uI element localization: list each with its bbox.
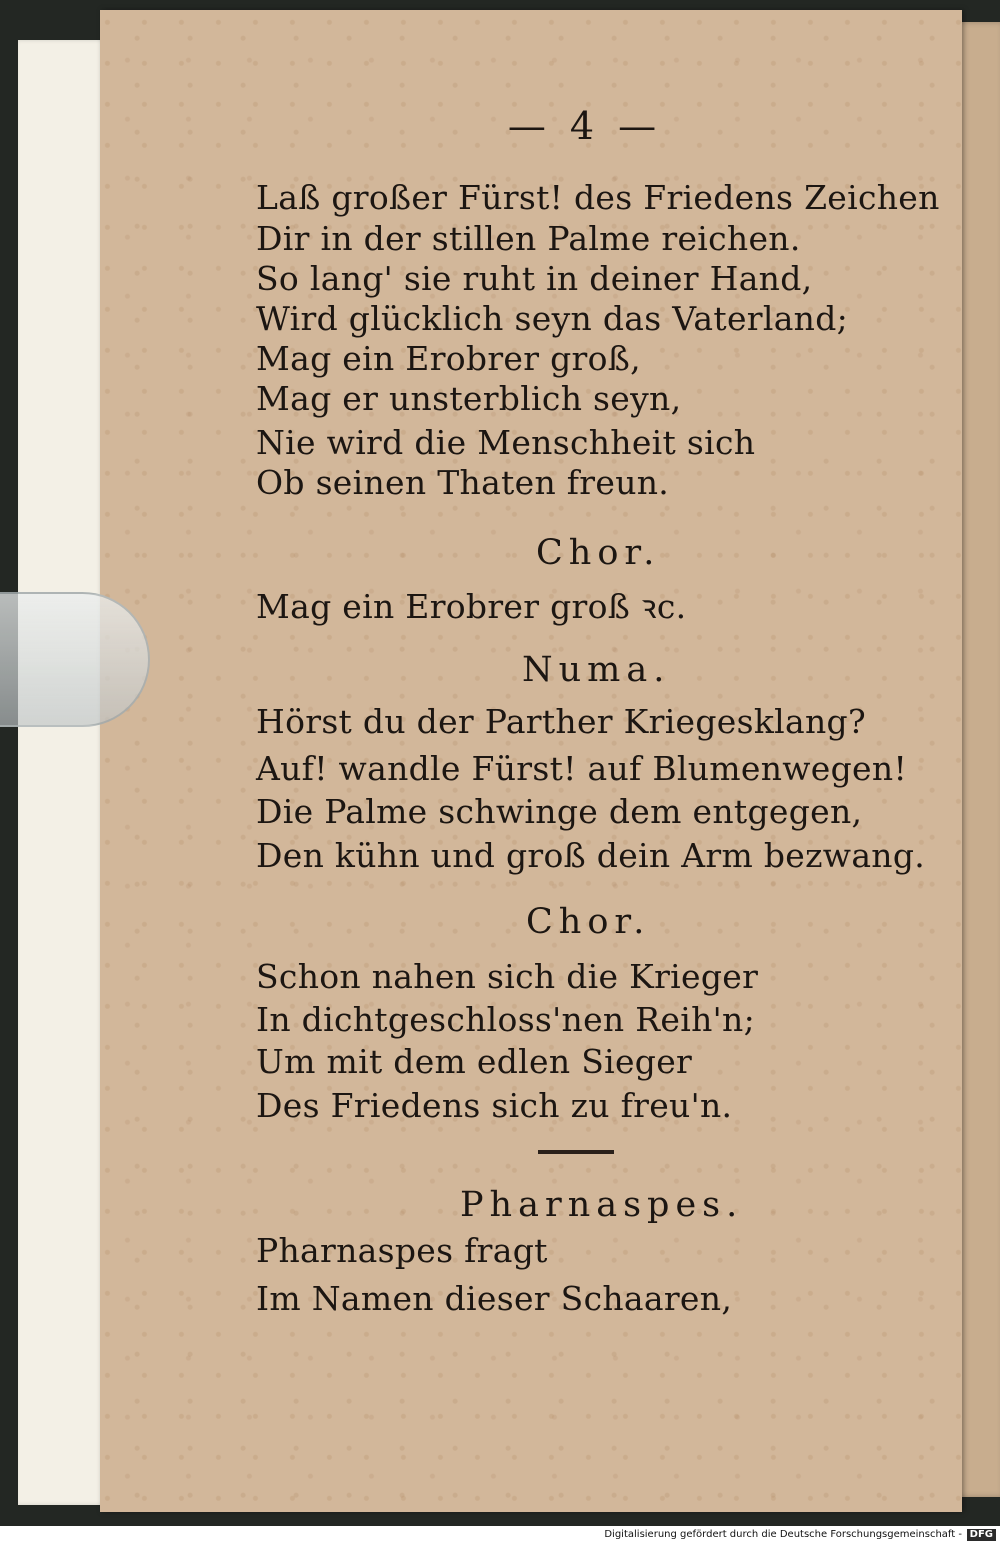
- verse-line: Des Friedens sich zu freu'n.: [256, 1086, 733, 1125]
- verse-line: Laß großer Fürst! des Friedens Zeichen: [256, 178, 940, 217]
- verse-line: Wird glücklich seyn das Vaterland;: [256, 299, 849, 338]
- section-heading-pharnaspes: Pharnaspes.: [460, 1185, 744, 1225]
- section-divider: [538, 1150, 614, 1154]
- verse-line: Nie wird die Menschheit sich: [256, 423, 756, 462]
- section-heading-chor: Chor.: [536, 533, 661, 573]
- verse-line: Dir in der stillen Palme reichen.: [256, 219, 801, 258]
- page-clip: [0, 592, 150, 727]
- verse-line: Im Namen dieser Schaaren,: [256, 1279, 733, 1318]
- verse-line: Schon nahen sich die Krieger: [256, 957, 759, 996]
- verse-line: So lang' sie ruht in deiner Hand,: [256, 259, 813, 298]
- verse-line: Auf! wandle Fürst! auf Blumenwegen!: [256, 749, 908, 788]
- verse-line: Um mit dem edlen Sieger: [256, 1042, 693, 1081]
- footer-credit: Digitalisierung gefördert durch die Deutsche Forschungsgemeinschaft -: [604, 1529, 962, 1540]
- section-heading-chor: Chor.: [526, 902, 651, 942]
- verse-line: Ob seinen Thaten freun.: [256, 463, 670, 502]
- verse-line: Mag er unsterblich seyn,: [256, 379, 682, 418]
- verse-line: Mag ein Erobrer groß,: [256, 339, 641, 378]
- dfg-logo: DFG: [967, 1529, 996, 1541]
- footer-bar: [0, 1526, 1000, 1544]
- verse-line: Pharnaspes fragt: [256, 1231, 548, 1270]
- back-sheet: [18, 40, 108, 1505]
- verse-line: Den kühn und groß dein Arm bezwang.: [256, 836, 926, 875]
- section-heading-numa: Numa.: [522, 650, 671, 690]
- verse-line: Die Palme schwinge dem entgegen,: [256, 792, 863, 831]
- verse-line: Mag ein Erobrer groß ꝛc.: [256, 587, 687, 626]
- verse-line: Hörst du der Parther Kriegesklang?: [256, 702, 866, 741]
- verse-line: In dichtgeschloss'nen Reih'n;: [256, 1000, 755, 1039]
- page-number: — 4 —: [507, 104, 663, 148]
